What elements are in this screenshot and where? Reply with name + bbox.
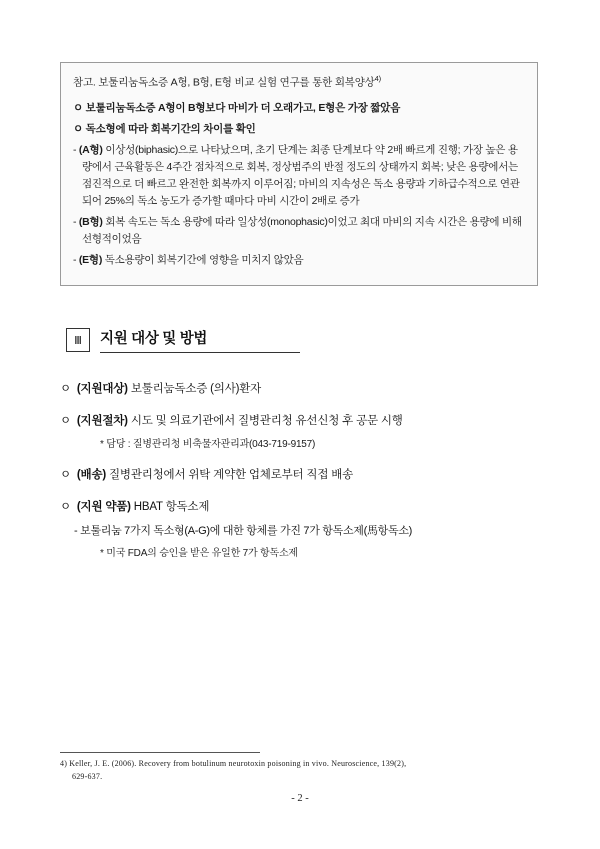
circle-marker-icon: ㅇ bbox=[60, 381, 71, 395]
circle-marker-icon: ㅇ bbox=[60, 413, 71, 428]
list-item-text: 시도 및 의료기관에서 질병관리청 유선신청 후 공문 시행 bbox=[127, 415, 403, 428]
section-number-badge: Ⅲ bbox=[66, 328, 90, 352]
note-sub-text: 회복 속도는 독소 용량에 따라 일상성(monophasic)이었고 최대 마비의 지속 시간은 용량에 비해 선형적이었음 bbox=[82, 215, 522, 245]
circle-marker-icon: ㅇ bbox=[60, 466, 71, 481]
list-item-label: (지원 약품) bbox=[76, 500, 131, 513]
note-bullet-text: 보툴리눔독소증 A형이 B형보다 마비가 더 오래가고, E형은 가장 짧았음 bbox=[85, 101, 401, 114]
list-item-label: (배송) bbox=[76, 468, 106, 481]
note-title-footnote-ref: 4) bbox=[374, 74, 381, 83]
list-item-line bbox=[60, 412, 538, 430]
list-item bbox=[60, 380, 538, 398]
footnote-line: 629-637. bbox=[72, 772, 103, 782]
section-body bbox=[60, 380, 538, 575]
note-sub-text: 이상성(biphasic)으로 나타났으며, 초기 단계는 최종 단계보다 약 2배 빠르게 진행; 가장 높은 용량에서 근육활동은 4주간 점차적으로 회복, 정상범주의 반절 정도의 상태까지 회복; 낮은 용량에서는 점진적으로 더 빠르고 완전한 회복까지 이루어짐; 마비의 지속성은 독소 용량과 기하급수적으로 연관되어 25%의 독소 농도가 증가할 때마다 마비 시간이 2배로 증가 bbox=[82, 143, 520, 207]
note-sub-1: - (B형) 회복 속도는 독소 용량에 따라 일상성(monophasic)이었고 최대 마비의 지속 시간은 용량에 비해 선형적이었음 bbox=[73, 215, 522, 245]
list-item-note: * 담당 : 질병관리청 비축물자관리과(043-719-9157) bbox=[100, 438, 316, 450]
list-item-line bbox=[60, 380, 538, 398]
note-sub-text: 독소용량이 회복기간에 영향을 미치지 않았음 bbox=[102, 253, 304, 266]
note-sub-label: (E형) bbox=[78, 253, 103, 266]
list-item bbox=[60, 466, 538, 484]
note-bullet-text: 독소형에 따라 회복기간의 차이를 확인 bbox=[85, 122, 256, 135]
circle-marker-icon: ㅇ bbox=[60, 498, 71, 513]
note-title-text: 참고. 보툴리눔독소증 A형, B형, E형 비교 실험 연구를 통한 회복양상 bbox=[73, 76, 375, 89]
list-item-line bbox=[60, 498, 538, 516]
list-item-label: (지원절차) bbox=[76, 415, 128, 428]
reference-note-box bbox=[60, 62, 538, 286]
list-item-text: 보툴리눔독소증 (의사)환자 bbox=[127, 383, 262, 395]
circle-marker-icon: ㅇ bbox=[73, 101, 83, 114]
list-item bbox=[60, 412, 538, 451]
circle-marker-icon: ㅇ bbox=[73, 122, 83, 135]
footnote bbox=[60, 757, 538, 783]
note-sub-2: - (E형) 독소용량이 회복기간에 영향을 미치지 않았음 bbox=[73, 253, 304, 266]
note-title bbox=[73, 73, 525, 92]
section-title: 지원 대상 및 방법 bbox=[100, 331, 208, 347]
list-item-line bbox=[60, 466, 538, 484]
note-bullet-0 bbox=[73, 100, 525, 117]
list-item-subline: - 보툴리눔 7가지 독소형(A-G)에 대한 항체를 가진 7가 항독소제(馬항독소) bbox=[74, 525, 413, 537]
section-heading bbox=[60, 327, 538, 353]
note-sub-0: - (A형) 이상성(biphasic)으로 나타났으며, 초기 단계는 최종 단계보다 약 2배 빠르게 진행; 가장 높은 용량에서 근육활동은 4주간 점차적으로 회복, 정상범주의 반절 정도의 상태까지 회복; 낮은 용량에서는 점진적으로 더 빠르고 완전한 회복까지 이루어짐; 마비의 지속성은 독소 용량과 기하급수적으로 연관되어 25%의 독소 농도가 증가할 때마다 마비 시간이 2배로 증가 bbox=[73, 143, 520, 207]
list-item-note: * 미국 FDA의 승인을 받은 유일한 7가 항독소제 bbox=[100, 547, 298, 559]
footnote-divider bbox=[60, 752, 260, 753]
note-sub-label: (A형) bbox=[78, 143, 103, 156]
list-item-text: 질병관리청에서 위탁 계약한 업체로부터 직접 배송 bbox=[106, 468, 354, 481]
note-sub-label: (B형) bbox=[78, 215, 103, 228]
list-item bbox=[60, 498, 538, 561]
list-item-text: HBAT 항독소제 bbox=[130, 500, 210, 513]
note-bullet-1 bbox=[73, 121, 525, 138]
page-number: - 2 - bbox=[291, 793, 309, 804]
list-item-label: (지원대상) bbox=[76, 383, 128, 395]
footnote-line: 4) Keller, J. E. (2006). Recovery from botulinum neurotoxin poisoning in vivo. Neuroscience, 139(2), bbox=[60, 759, 407, 768]
section-title-underline bbox=[100, 327, 300, 353]
